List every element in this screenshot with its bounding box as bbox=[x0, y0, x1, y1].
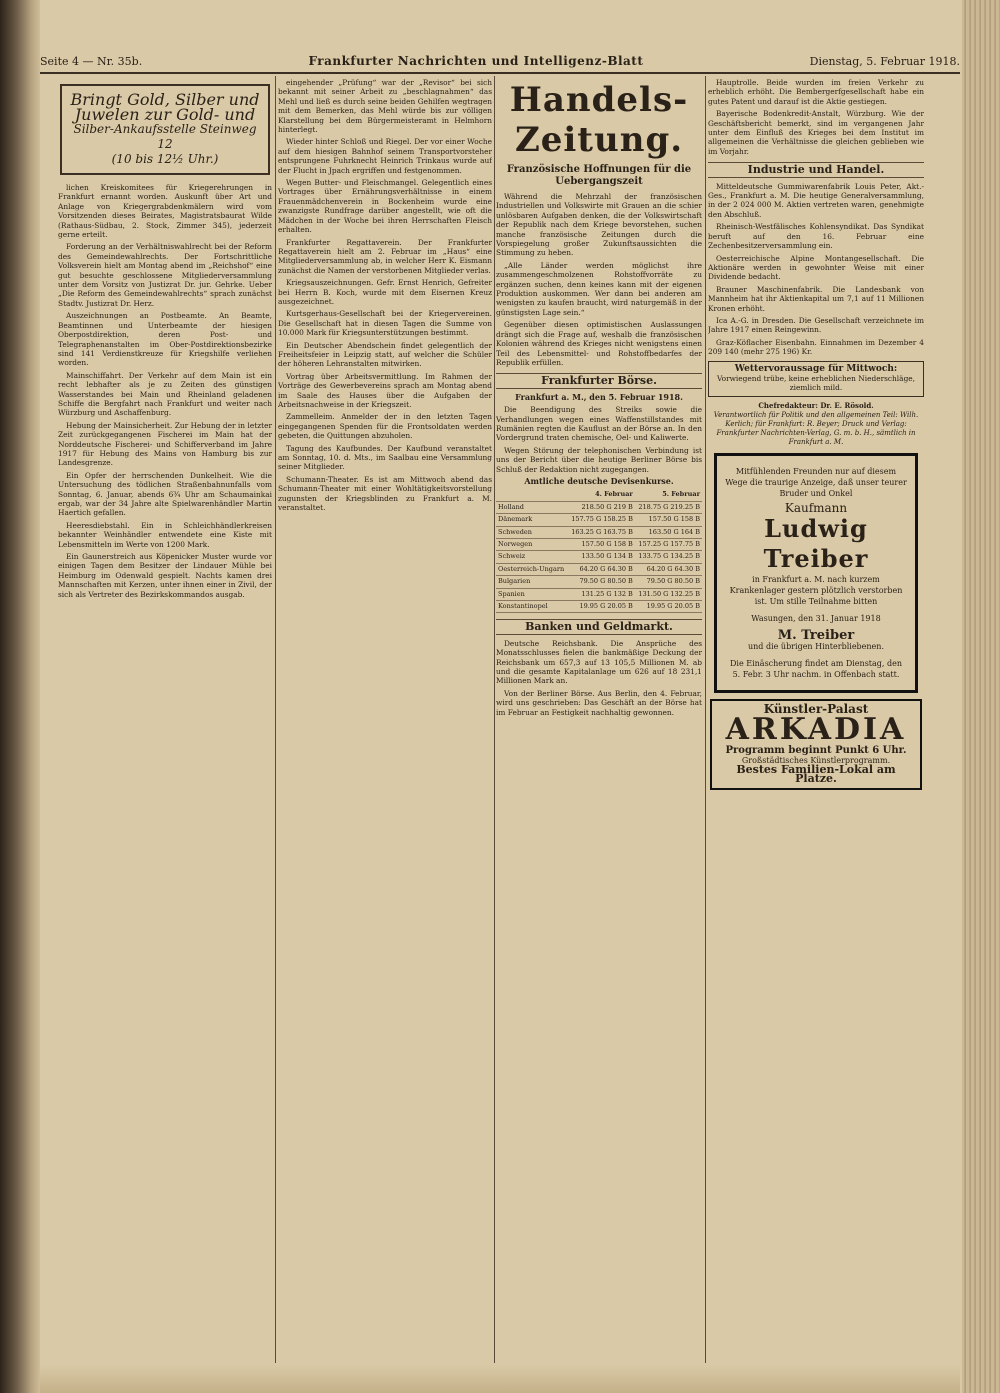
article-paragraph: Wieder hinter Schloß und Riegel. Der vor einer Woche auf dem hiesigen Bahnhof seinem Transportvorsteher entsprungene Fuhrknecht Heinrich Trinkaus wurde auf der Flucht in Jpach ergriffen und festgenommen. bbox=[278, 137, 492, 175]
table-cell: 157.50 G 158 B bbox=[568, 539, 635, 551]
gold-ankauf-ad bbox=[60, 84, 270, 175]
table-cell: 157.50 G 158 B bbox=[635, 514, 702, 526]
section-head-industrie: Industrie und Handel. bbox=[708, 162, 924, 177]
weather-text: Vorwiegend trübe, keine erheblichen Niederschläge, ziemlich mild. bbox=[716, 373, 916, 393]
table-row bbox=[496, 588, 702, 600]
header-date: Dienstag, 5. Februar 1918. bbox=[809, 54, 960, 68]
table-cell: Oesterreich-Ungarn bbox=[496, 563, 568, 575]
table-row bbox=[496, 576, 702, 588]
article-paragraph: Von der Berliner Börse. Aus Berlin, den 4. Februar, wird uns geschrieben: Das Geschäft an der Börse hat im Februar an Festigkeit nachhaltig gewonnen. bbox=[496, 688, 702, 717]
article-paragraph: Graz-Köflacher Eisenbahn. Einnahmen im Dezember 4 209 140 (mehr 275 196) Kr. bbox=[708, 337, 924, 357]
article-paragraph: „Alle Länder werden möglichst ihre zusammengeschmolzenen Rohstoffvorräte zu ergänzen suchen, denn keines kann mit der eigenen Produktion auskommen. Wer dann bei anderen am wenigsten zu kaufen braucht, wird naturgemäß in der günstigsten Lage sein.“ bbox=[496, 260, 702, 317]
section-head-banken: Banken und Geldmarkt. bbox=[496, 619, 702, 634]
article-paragraph: Kriegsauszeichnungen. Gefr. Ernst Henrich, Gefreiter bei Herrn B. Koch, wurde mit dem Eisernen Kreuz ausgezeichnet. bbox=[278, 278, 492, 306]
table-cell: 218.75 G 219.25 B bbox=[635, 501, 702, 513]
table-cell: Schweiz bbox=[496, 551, 568, 563]
article-paragraph: Oesterreichische Alpine Montangesellschaft. Die Aktionäre werden in gewohnter Weise mit einer Dividende bedacht. bbox=[708, 253, 924, 282]
article-paragraph: Ein Deutscher Abendschein findet gelegentlich der Freiheitsfeier in Leipzig statt, auf welcher die Schüler der höheren Lehranstalten mitwirken. bbox=[278, 340, 492, 369]
table-cell: 19.95 G 20.05 B bbox=[568, 601, 635, 613]
weather-forecast bbox=[708, 361, 924, 397]
article-paragraph: Zammelleim. Anmelder der in den letzten Tagen eingegangenen Spenden für die Frontsoldaten werden gebeten, die Quittungen abzuholen. bbox=[278, 412, 492, 441]
table-cell: 19.95 G 20.05 B bbox=[635, 601, 702, 613]
table-cell: Konstantinopel bbox=[496, 601, 568, 613]
death-family: M. Treiber bbox=[777, 627, 855, 643]
page-bottom bbox=[40, 1365, 960, 1393]
column-rule bbox=[705, 76, 706, 1363]
death-notice bbox=[714, 453, 918, 693]
table-row bbox=[496, 539, 702, 551]
ad-line: (10 bis 12½ Uhr.) bbox=[111, 152, 219, 166]
article-paragraph: Brauner Maschinenfabrik. Die Landesbank von Mannheim hat ihr Aktienkapital um 7,1 auf 11 Millionen Kronen erhöht. bbox=[708, 284, 924, 313]
table-row bbox=[496, 526, 702, 538]
impressum bbox=[708, 401, 924, 447]
article-headline: Französische Hoffnungen für die Uebergangszeit bbox=[506, 164, 692, 187]
death-date: Wasungen, den 31. Januar 1918 bbox=[751, 613, 881, 623]
death-family-sub: und die übrigen Hinterbliebenen. bbox=[747, 641, 884, 651]
table-row bbox=[496, 601, 702, 613]
table-cell: 131.50 G 132.25 B bbox=[635, 588, 702, 600]
article-paragraph: Heeresdiebstahl. Ein in Schleichhändlerkreisen bekannter Weinhändler entwendete eine Kiste mit Lebensmitteln im Werte von 1200 Mark. bbox=[58, 520, 272, 549]
article-paragraph: Hebung der Mainsicherheit. Zur Hebung der in letzter Zeit zurückgegangenen Fischerei im Main hat der Norddeutsche Fischerei- und Schifferverband im Jahre 1917 für Hebung des Mains von Hamburg bis zur Landesgrenze. bbox=[58, 420, 272, 468]
weather-title: Wettervoraussage für Mittwoch: bbox=[734, 363, 898, 374]
table-cell: 218.50 G 219 B bbox=[568, 501, 635, 513]
article-paragraph: Schumann-Theater. Es ist am Mittwoch abend das Schumann-Theater mit einer Wohltätigkeitsvorstellung zugunsten der Kriegsblinden zu Frankfurt a. M. veranstaltet. bbox=[278, 474, 492, 513]
article-paragraph: Vortrag über Arbeitsvermittlung. Im Rahmen der Vorträge des Gewerbevereins sprach am Montag abend im Saale des Hauses über die Aufgaben der Arbeitsnachweise in der Kriegszeit. bbox=[278, 371, 492, 409]
article-paragraph: Kurtsgerhaus-Gesellschaft bei der Kriegervereinen. Die Gesellschaft hat in diesen Tagen die Summe von 10.000 Mark für Kriegsunterstützungen bestimmt. bbox=[278, 309, 492, 338]
table-row bbox=[496, 563, 702, 575]
death-intro: Mitfühlenden Freunden nur auf diesem Wege die traurige Anzeige, daß unser teurer Bruder und Onkel bbox=[725, 466, 907, 498]
column-4 bbox=[708, 78, 924, 1363]
article-paragraph: Tagung des Kaufbundes. Der Kaufbund veranstaltet am Sonntag, 10. d. Mts., im Saalbau eine Versammlung seiner Mitglieder. bbox=[278, 443, 492, 472]
column-1 bbox=[58, 78, 272, 1363]
page-header bbox=[40, 50, 960, 74]
kino-subline: Großstädtisches Künstlerprogramm. bbox=[741, 755, 891, 765]
article-paragraph: Forderung an der Verhältniswahlrecht bei der Reform des Gemeindewahlrechts. Der Fortschrittliche Volksverein hielt am Montag abend im „Reichshof“ eine gut besuchte geschlossene Mitgliederversammlung unter dem Vorsitz von Justizrat Dr. jur. Gehrke. Ueber „Die Reform des Gemeindewahlrechts“ sprach zunächst Stadtv. Justizrat Dr. Herz. bbox=[58, 242, 272, 308]
table-header: 4. Februar bbox=[568, 489, 635, 501]
table-cell: Holland bbox=[496, 501, 568, 513]
table-cell: 133.75 G 134.25 B bbox=[635, 551, 702, 563]
table-header: 5. Februar bbox=[635, 489, 702, 501]
table-cell: 163.50 G 164 B bbox=[635, 526, 702, 538]
table-row bbox=[496, 501, 702, 513]
death-note: Die Einäscherung findet am Dienstag, den 5. Febr. 3 Uhr nachm. in Offenbach statt. bbox=[730, 658, 902, 679]
table-row bbox=[496, 551, 702, 563]
death-title: Kaufmann bbox=[784, 500, 848, 515]
table-header-row bbox=[496, 489, 702, 501]
devisen-heading: Amtliche deutsche Devisenkurse. bbox=[524, 475, 674, 486]
kino-venue: Künstler-Palast bbox=[763, 701, 869, 716]
column-3 bbox=[496, 78, 702, 1363]
section-title-handels-zeitung: Handels-Zeitung. bbox=[509, 80, 689, 160]
table-cell: Spanien bbox=[496, 588, 568, 600]
table-cell: 133.50 G 134 B bbox=[568, 551, 635, 563]
header-page-number: Seite 4 — Nr. 35b. bbox=[40, 54, 143, 68]
article-paragraph: Auszeichnungen an Postbeamte. An Beamte, Beamtinnen und Unterbeamte der hiesigen Oberpostdirektion, deren Post- und Telegraphenanstalten im Ober-Postdirektionsbezirke sind 141 Verdienstkreuze für Kriegshilfe verliehen worden. bbox=[58, 311, 272, 368]
article-paragraph: Ica A.-G. in Dresden. Die Gesellschaft verzeichnete im Jahre 1917 einen Reingewinn. bbox=[708, 315, 924, 335]
column-rule bbox=[275, 76, 276, 1363]
table-cell: 79.50 G 80.50 B bbox=[635, 576, 702, 588]
death-text: in Frankfurt a. M. nach kurzem Krankenlager gestern plötzlich verstorben ist. Um stille Teilnahme bitten bbox=[729, 574, 903, 606]
table-cell: 157.25 G 157.75 B bbox=[635, 539, 702, 551]
article-paragraph: Frankfurter Regattaverein. Der Frankfurter Regattaverein hielt am 2. Februar im „Haus“ eine Mitgliederversammlung ab, in welcher Herr K. Eismann zunächst die Namen der verstorbenen Mitglieder verlas. bbox=[278, 237, 492, 275]
kino-name: ARKADIA bbox=[725, 712, 907, 748]
table-header bbox=[496, 489, 568, 501]
table-cell: Dänemark bbox=[496, 514, 568, 526]
column-rule bbox=[494, 76, 495, 1363]
boerse-dateline: Frankfurt a. M., den 5. Februar 1918. bbox=[515, 391, 683, 402]
page-edges bbox=[962, 0, 1000, 1393]
column-2 bbox=[278, 78, 492, 1363]
table-cell: 79.50 G 80.50 B bbox=[568, 576, 635, 588]
table-cell: 163.25 G 163.75 B bbox=[568, 526, 635, 538]
article-paragraph: Hauptrolle. Beide wurden im freien Verkehr zu erheblich erhöht. Die Bembergerfgesellschaft habe ein gutes Patent und darauf ist die Aktie gestiegen. bbox=[708, 78, 924, 106]
table-cell: 64.20 G 64.30 B bbox=[635, 563, 702, 575]
kino-slogan: Bestes Familien-Lokal am Platze. bbox=[736, 763, 896, 786]
devisen-table bbox=[496, 489, 702, 613]
header-title: Frankfurter Nachrichten und Intelligenz-Blatt bbox=[308, 54, 644, 68]
article-paragraph: Bayerische Bodenkredit-Anstalt, Würzburg. Wie der Geschäftsbericht bemerkt, sind im vergangenen Jahr unter dem Einfluß des Krieges bei dem Institut im allgemeinen die Verhältnisse die gleichen geblieben wie im Vorjahr. bbox=[708, 109, 924, 156]
arkadia-ad bbox=[710, 699, 922, 790]
article-paragraph: Während die Mehrzahl der französischen Industriellen und Volkswirte mit Grauen an die schier unlösbaren Aufgaben denken, die der Volkswirtschaft der Republik nach dem Kriege bevorstehen, suchen manche französische Zeitungen durch die Vorspiegelung großer Zukunftsaussichten die Stimmung zu heben. bbox=[496, 192, 702, 258]
article-paragraph: Die Beendigung des Streiks sowie die Verhandlungen wegen eines Waffenstillstandes mit Rumänien regten die Kauflust an der Börse an. In den Vordergrund traten chemische, Oel- und Kaliwerte. bbox=[496, 405, 702, 443]
article-paragraph: lichen Kreiskomitees für Kriegerehrungen in Frankfurt ernannt worden. Auskunft über Art und Anlage von Kriegergrabdenkmälern wird vom Vorsitzenden dieses Beirates, Magistratsbaurat Wilde (Rathaus-Südbau, 2. Stock, Zimmer 345), jederzeit gerne erteilt. bbox=[58, 183, 272, 240]
article-paragraph: Gegenüber diesen optimistischen Auslassungen drängt sich die Frage auf, weshalb die französischen Kolonien während des Krieges nicht wenigstens einen Teil des Lebensmittel- und Rohstoffbedarfes der Republik erfüllen. bbox=[496, 320, 702, 367]
impressum-title: Chefredakteur: Dr. E. Rösold. bbox=[758, 400, 874, 410]
article-paragraph: Deutsche Reichsbank. Die Ansprüche des Monatsschlusses fielen die bankmäßige Deckung der Reichsbank um 657,3 auf 13 105,5 Millionen M. ab und die gesamte Kapitalanlage um 626 auf 18 231,1 Millionen Mark an. bbox=[496, 638, 702, 686]
impressum-text: Verantwortlich für Politik und den allgemeinen Teil: Wilh. Kerlich; für Frankfurt: R. Beyer; Druck und Verlag: Frankfurter Nachrichten-Verlag, G. m. b. H., sämtlich in Frankfurt a. M. bbox=[713, 410, 919, 446]
article-paragraph: Wegen Butter- und Fleischmangel. Gelegentlich eines Vortrages über Ernährungsverhältnisse in einem Frauenmädchenverein in Bockenheim wurde eine zwanzigste Rundfrage darüber angestellt, wie oft die Mädchen in der Woche bei ihren Herrschaften Fleisch erhalten. bbox=[278, 178, 492, 235]
section-head-boerse: Frankfurter Börse. bbox=[496, 373, 702, 388]
article-paragraph: Mainschiffahrt. Der Verkehr auf dem Main ist ein recht lebhafter als je zu Zeiten des günstigen Wasserstandes bei Main und Rheinland geladenen Schiffe die Bergfahrt nach Frankfurt und weiter nach Würzburg und Aschaffenburg. bbox=[58, 370, 272, 418]
table-cell: 64.20 G 64.30 B bbox=[568, 563, 635, 575]
article-paragraph: Wegen Störung der telephonischen Verbindung ist uns der Bericht über die heutige Berliner Börse bis Schluß der Redaktion nicht zugegangen. bbox=[496, 445, 702, 474]
table-cell: Bulgarien bbox=[496, 576, 568, 588]
death-name: Ludwig Treiber bbox=[763, 513, 869, 573]
article-paragraph: Ein Opfer der herrschenden Dunkelheit. Wie die Untersuchung des tödlichen Straßenbahnunfalls vom Sonntag, 6. Januar, abends 6¾ Uhr am Schaumainkai ergab, war der 34 Jahre alte Spielwarenhändler Martin Haertich gefallen. bbox=[58, 470, 272, 518]
ad-line: Bringt Gold, Silber und bbox=[70, 90, 260, 109]
article-paragraph: Ein Gaunerstreich aus Köpenicker Muster wurde vor einigen Tagen dem Besitzer der Lindauer Mühle bei Heimburg im Odenwald gespielt. Nachts kamen drei Mannschaften mit Kerzen, unter ihnen einer in Zivil, der sich als Vertreter des Bezirkskommandos ausgab. bbox=[58, 552, 272, 599]
kino-program: Programm beginnt Punkt 6 Uhr. bbox=[725, 745, 907, 757]
table-cell: 157.75 G 158.25 B bbox=[568, 514, 635, 526]
table-cell: 131.25 G 132 B bbox=[568, 588, 635, 600]
table-cell: Schweden bbox=[496, 526, 568, 538]
ad-line: Juwelen zur Gold- und bbox=[74, 105, 256, 124]
article-paragraph: Rheinisch-Westfälisches Kohlensyndikat. Das Syndikat beruft auf den 16. Februar eine Zechenbesitzerversammlung ein. bbox=[708, 222, 924, 251]
article-paragraph: eingehender „Prüfung“ war der „Revisor“ bei sich bekannt mit seiner Arbeit zu „beschlagnahmen“ das Mehl und ließ es durch seine beiden Gehilfen wegtragen mit dem Bemerken, das Mehl würde bis zur völligen Klarstellung bei dem Bürgermeisteramt in Helmhorn hinterlegt. bbox=[278, 78, 492, 135]
table-row bbox=[496, 514, 702, 526]
article-paragraph: Mitteldeutsche Gummiwarenfabrik Louis Peter, Akt.-Ges., Frankfurt a. M. Die heutige Generalversammlung, in der 2 024 000 M. Aktien vertreten waren, genehmigte den Abschluß. bbox=[708, 181, 924, 219]
book-spine bbox=[0, 0, 40, 1393]
table-cell: Norwegen bbox=[496, 539, 568, 551]
ad-line: Silber-Ankaufsstelle Steinweg 12 bbox=[73, 122, 257, 151]
